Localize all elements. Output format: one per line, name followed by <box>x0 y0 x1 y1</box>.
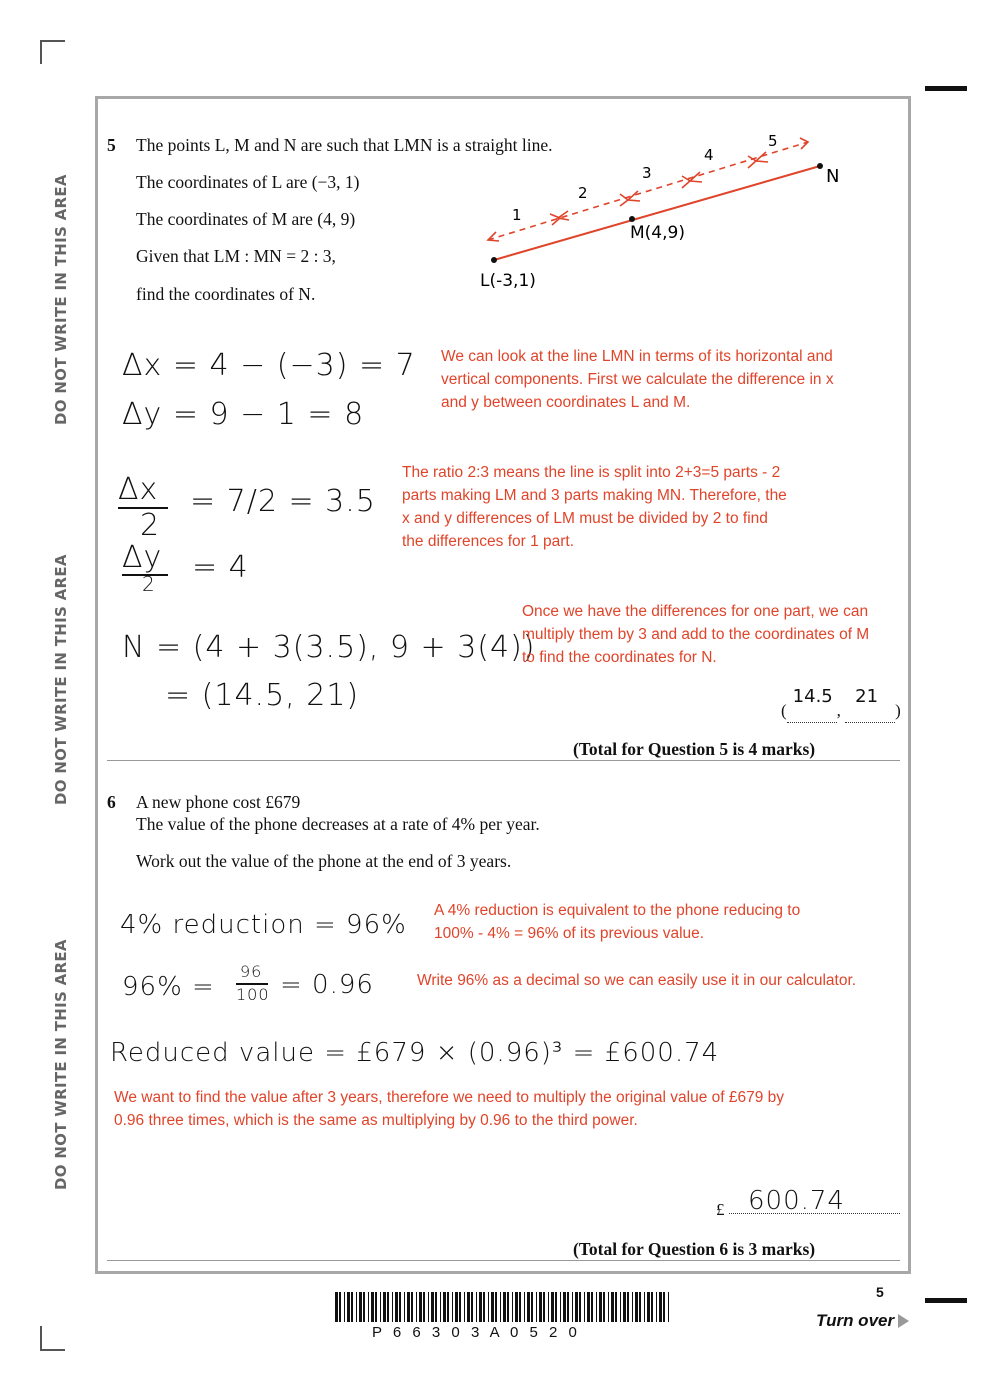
label-m: M(4,9) <box>630 223 685 243</box>
barcode-bar <box>548 1292 549 1322</box>
q6-work-2-num: 96 <box>240 962 263 981</box>
barcode-bar <box>587 1292 590 1322</box>
barcode-bar <box>407 1292 410 1322</box>
barcode-bar <box>335 1292 338 1322</box>
barcode-bar <box>611 1292 614 1322</box>
q6-answer: 600.74 <box>748 1186 845 1216</box>
page-number: 5 <box>876 1284 884 1300</box>
barcode-bar <box>639 1292 641 1322</box>
line-lmn <box>494 166 820 260</box>
barcode-bar <box>651 1292 653 1322</box>
barcode-bar <box>476 1292 477 1322</box>
crop-mark-bottom-v <box>40 1326 42 1350</box>
barcode-bar <box>344 1292 345 1322</box>
margin-text-top: DO NOT WRITE IN THIS AREA <box>52 174 70 425</box>
q5-line1: The points L, M and N are such that LMN is a straight line. <box>136 135 553 155</box>
barcode-bar <box>488 1292 489 1322</box>
barcode-bar <box>623 1292 626 1322</box>
q5-line3: The coordinates of M are (4, 9) <box>136 209 356 229</box>
barcode-bar <box>387 1292 389 1322</box>
barcode-bar <box>452 1292 453 1322</box>
part-label-1: 1 <box>512 206 522 224</box>
q6-total: (Total for Question 6 is 3 marks) <box>573 1239 816 1259</box>
barcode-bar <box>524 1292 525 1322</box>
barcode-bar <box>572 1292 573 1322</box>
q5-note-3: Once we have the differences for one part, we can multiply them by 3 and add to the coordinates of M to find the coordinates for N. <box>522 603 870 666</box>
q6-note-3: We want to find the value after 3 years, therefore we need to multiply the original value of £679 by 0.96 three times, which is the same as multiplying by 0.96 to the third power. <box>114 1089 785 1129</box>
registration-bar-bottom <box>925 1298 967 1303</box>
barcode-bar <box>647 1292 650 1322</box>
part-label-5: 5 <box>768 132 778 150</box>
barcode-bar <box>579 1292 581 1322</box>
q6-line3: Work out the value of the phone at the end of 3 years. <box>136 851 512 871</box>
barcode-bar <box>608 1292 609 1322</box>
q6-work-1: 4% reduction = 96% <box>120 910 407 940</box>
q6-work-2-right: = 0.96 <box>280 970 374 1000</box>
barcode-bar <box>395 1292 398 1322</box>
barcode-bar <box>411 1292 413 1322</box>
q5-note-1: We can look at the line LMN in terms of its horizontal and vertical components. First we calculate the difference in x and y between coordinates L and M. <box>441 348 834 411</box>
label-l: L(-3,1) <box>480 271 536 291</box>
barcode-bar <box>668 1292 669 1322</box>
barcode-bar <box>603 1292 605 1322</box>
barcode-bar <box>575 1292 578 1322</box>
barcode-bar <box>404 1292 405 1322</box>
barcode-bar <box>455 1292 458 1322</box>
q5-line4: Given that LM : MN = 2 : 3, <box>136 246 336 266</box>
part-label-4: 4 <box>704 146 714 164</box>
barcode-bar <box>635 1292 638 1322</box>
barcode-bar <box>539 1292 542 1322</box>
barcode-bar <box>515 1292 518 1322</box>
barcode-bar <box>495 1292 497 1322</box>
barcode-bar <box>371 1292 374 1322</box>
q5-divider <box>107 760 900 761</box>
crop-mark-bottom-h <box>40 1349 65 1351</box>
barcode-bar <box>512 1292 513 1322</box>
barcode-bar <box>663 1292 665 1322</box>
q6-divider <box>107 1260 900 1261</box>
barcode-bar <box>435 1292 437 1322</box>
barcode-bar <box>363 1292 365 1322</box>
barcode-bar <box>392 1292 393 1322</box>
q5-number: 5 <box>107 135 116 155</box>
part-label-3: 3 <box>642 164 652 182</box>
q6-note-2: Write 96% as a decimal so we can easily use it in our calculator. <box>417 972 857 989</box>
q5-work-dx-rest: = 7/2 = 3.5 <box>190 484 376 519</box>
q5-work-dx: Δx = 4 − (−3) = 7 <box>122 348 416 383</box>
q5-line5: find the coordinates of N. <box>136 284 316 304</box>
barcode-bar <box>627 1292 629 1322</box>
barcode-bar <box>560 1292 561 1322</box>
barcode-bar <box>375 1292 377 1322</box>
point-l <box>491 257 497 263</box>
barcode-bar <box>584 1292 585 1322</box>
crop-mark-top-v <box>40 40 42 64</box>
barcode-bar <box>428 1292 429 1322</box>
barcode-bar <box>551 1292 554 1322</box>
barcode-bar <box>659 1292 662 1322</box>
q6-number: 6 <box>107 792 116 812</box>
barcode-bar <box>447 1292 449 1322</box>
margin-text-bottom: DO NOT WRITE IN THIS AREA <box>52 939 70 1190</box>
q6-line1: A new phone cost £679 <box>136 792 301 812</box>
barcode-bar <box>351 1292 353 1322</box>
turn-over-text: Turn over <box>816 1311 895 1330</box>
barcode-bar <box>536 1292 537 1322</box>
q5-work-dy-frac-num: Δy <box>122 540 163 575</box>
q5-answer-x: 14.5 <box>792 686 833 707</box>
q6-work-2-den: 100 <box>236 985 270 1004</box>
q5-work-dy: Δy = 9 − 1 = 8 <box>122 397 365 432</box>
barcode-bar <box>443 1292 446 1322</box>
barcode-bar <box>599 1292 602 1322</box>
q5-answer-y: 21 <box>855 686 879 707</box>
barcode-bar <box>567 1292 569 1322</box>
barcode-bar <box>531 1292 533 1322</box>
q5-work-dx-frac-den: 2 <box>140 508 161 543</box>
barcode-bar <box>380 1292 381 1322</box>
q5-work-dy-rest: = 4 <box>192 550 249 585</box>
barcode-bar <box>644 1292 645 1322</box>
barcode-bar <box>440 1292 441 1322</box>
barcode-bar <box>527 1292 530 1322</box>
barcode-bar <box>632 1292 633 1322</box>
barcode-bar <box>596 1292 597 1322</box>
barcode-bar <box>356 1292 357 1322</box>
q6-currency: £ <box>716 1200 725 1219</box>
barcode-bar <box>399 1292 401 1322</box>
q5-work-dx-frac-num: Δx <box>118 472 159 507</box>
barcode-bar <box>431 1292 434 1322</box>
q5-work-n-line1: N = (4 + 3(3.5), 9 + 3(4)) <box>122 630 536 665</box>
q5-work-dy-frac-den: 2 <box>142 572 156 596</box>
barcode-bar <box>464 1292 465 1322</box>
barcode <box>335 1292 675 1326</box>
barcode-bar <box>507 1292 509 1322</box>
barcode-bar <box>339 1292 341 1322</box>
margin-text-middle: DO NOT WRITE IN THIS AREA <box>52 554 70 805</box>
q5-answer-line: ( 14.5 , 21 ) <box>781 700 901 723</box>
q6-note-1: A 4% reduction is equivalent to the phone reducing to 100% - 4% = 96% of its previous value. <box>434 902 801 942</box>
point-m <box>629 216 635 222</box>
barcode-bar <box>519 1292 521 1322</box>
q6-work-3: Reduced value = £679 × (0.96)³ = £600.74 <box>110 1038 720 1068</box>
point-n <box>817 163 823 169</box>
q5-note-2: The ratio 2:3 means the line is split into 2+3=5 parts - 2 parts making LM and 3 parts making MN. Therefore, the x and y differences of LM must be divided by 2 to find the differences for 1 part. <box>402 464 787 550</box>
barcode-bar <box>483 1292 485 1322</box>
barcode-bar <box>555 1292 557 1322</box>
barcode-bar <box>419 1292 422 1322</box>
line-diagram <box>470 128 850 298</box>
barcode-bar <box>459 1292 461 1322</box>
q5-work-n-line2: = (14.5, 21) <box>165 678 360 713</box>
barcode-bar <box>503 1292 506 1322</box>
part-label-2: 2 <box>578 184 588 202</box>
registration-bar-top <box>925 86 967 91</box>
barcode-text: P 6 6 3 0 3 A 0 5 2 0 <box>372 1324 581 1341</box>
barcode-bar <box>359 1292 362 1322</box>
barcode-bar <box>591 1292 593 1322</box>
barcode-bar <box>656 1292 657 1322</box>
barcode-bar <box>467 1292 470 1322</box>
barcode-bar <box>491 1292 494 1322</box>
q5-line2: The coordinates of L are (−3, 1) <box>136 172 360 192</box>
q6-work-2-left: 96% = <box>122 972 215 1002</box>
barcode-bar <box>383 1292 386 1322</box>
barcode-bar <box>423 1292 425 1322</box>
barcode-bar <box>620 1292 621 1322</box>
barcode-bar <box>615 1292 617 1322</box>
barcode-bar <box>563 1292 566 1322</box>
barcode-bar <box>416 1292 417 1322</box>
turn-over-arrow-icon <box>898 1314 909 1328</box>
barcode-bar <box>471 1292 473 1322</box>
label-n: N <box>826 166 840 187</box>
barcode-bar <box>347 1292 350 1322</box>
barcode-bar <box>543 1292 545 1322</box>
q6-line2: The value of the phone decreases at a rate of 4% per year. <box>136 814 540 834</box>
barcode-bar <box>500 1292 501 1322</box>
q5-total: (Total for Question 5 is 4 marks) <box>573 739 816 759</box>
barcode-bar <box>368 1292 369 1322</box>
crop-mark-top-h <box>40 40 65 42</box>
barcode-bar <box>479 1292 482 1322</box>
